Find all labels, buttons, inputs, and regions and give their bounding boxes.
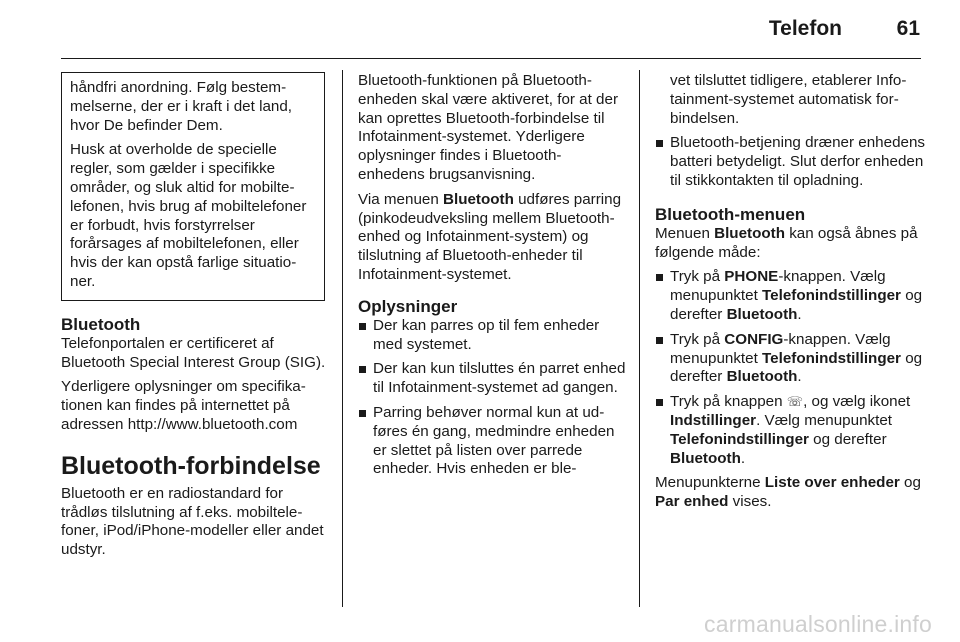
bullet-continuation: vet tilsluttet tidligere, etablerer Infotainment-systemet automatisk forbindelsen.	[670, 72, 907, 127]
middle-paragraph-1: Bluetooth-funktionen på Bluetooth-enheden skal være aktiveret, for at der kan oprettes Bluetooth-forbindelse til Infotainment-systemet. Yderligere oplysninger findes i Bluetooth-enhedens brugsanvisning.	[358, 72, 619, 183]
menu-steps-list	[655, 268, 925, 468]
list-item: Tryk på knappen ☏, og vælg ikonet Indstillinger. Vælg menupunktet Telefonindstillinger og derefter Bluetooth.	[655, 393, 925, 468]
phone-icon: ☏	[786, 394, 804, 410]
left-column	[61, 72, 327, 566]
bluetooth-connection-heading: Bluetooth-forbindelse	[61, 451, 321, 480]
info-heading: Oplysninger	[358, 296, 458, 316]
bluetooth-menu-heading: Bluetooth-menuen	[655, 204, 806, 224]
column-divider-left	[342, 70, 343, 607]
right-column	[655, 72, 925, 518]
right-info-list	[655, 134, 925, 190]
list-item: Der kan kun tilsluttes én parret enhed til Infotainment-systemet ad gangen.	[358, 360, 628, 398]
page-title: Telefon	[768, 17, 842, 40]
list-item: Tryk på PHONE-knappen. Vælg menupunktet Telefonindstillinger og derefter Bluetooth.	[655, 268, 925, 324]
column-divider-right	[639, 70, 640, 607]
middle-paragraph-2: Via menuen Bluetooth udføres parring (pinkodeudveksling mellem Bluetooth-enhed og Infotainment-system) og tilslutning af Bluetooth-enheder til Infotainment-systemet.	[358, 190, 622, 283]
list-item: Der kan parres op til fem enheder med systemet.	[358, 317, 628, 355]
bluetooth-menu-ref: Bluetooth	[443, 190, 514, 208]
list-item: Parring behøver normal kun at udføres én gang, medmindre enheden er slettet på listen over parrede enheder. Hvis enheden er ble-	[358, 404, 628, 479]
middle-column	[358, 72, 628, 485]
list-item: Bluetooth-betjening dræner enhedens batteri betydeligt. Slut derfor enheden til stikkontakten til opladning.	[655, 134, 925, 190]
bluetooth-connection-paragraph: Bluetooth er en radiostandard for trådløs tilslutning af f.eks. mobiltelefoner, iPod/iPhone-modeller eller andet udstyr.	[61, 484, 324, 559]
menu-intro: Menuen Bluetooth kan også åbnes på følgende måde:	[655, 224, 918, 261]
list-item: Tryk på CONFIG-knappen. Vælg menupunktet Telefonindstillinger og derefter Bluetooth.	[655, 331, 925, 387]
notice-paragraph-1: håndfri anordning. Følg bestemmelserne, der er i kraft i det land, hvor De befinder Dem.	[70, 79, 293, 134]
notice-paragraph-2: Husk at overholde de specielle regler, som gælder i specifikke områder, og sluk altid for mobiltelefonen, hvis brug af mobiltelefoner er forbudt, hvis forstyrrelser forårsages af mobiltelefonen, eller hvis der kan opstå farlige situationer.	[70, 141, 307, 290]
header-rule	[61, 58, 921, 59]
notice-box	[61, 72, 325, 301]
bluetooth-heading: Bluetooth	[61, 314, 141, 334]
bluetooth-paragraph-2: Yderligere oplysninger om specifikationen kan findes på internettet på adressen http://www.bluetooth.com	[61, 378, 306, 433]
bluetooth-paragraph-1: Telefonportalen er certificeret af Bluetooth Special Interest Group (SIG).	[61, 334, 326, 371]
page-number: 61	[896, 17, 920, 40]
menu-closing: Menupunkterne Liste over enheder og Par enhed vises.	[655, 474, 921, 511]
info-list	[358, 317, 628, 479]
watermark: carmanualsonline.info	[704, 611, 932, 637]
